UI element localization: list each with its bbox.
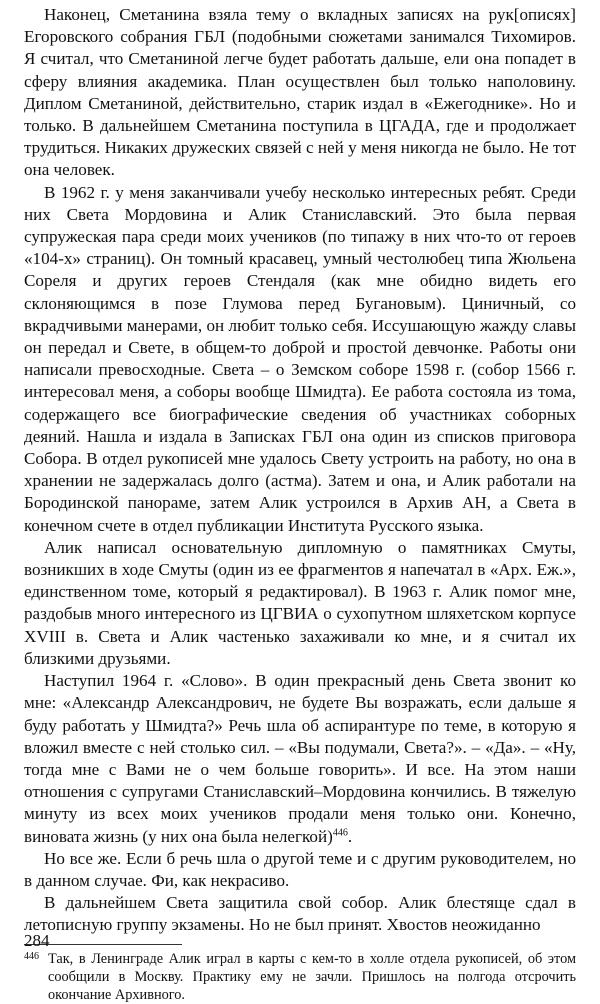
paragraph-3: Алик написал основательную дипломную о памятниках Смуты, возникших в ходе Смуты (один из ее фрагментов я напечатал в «Арх. Еж.», единственном томе, который я редактировал). В 1963 г. Алик помог мне, раздобыв много интересного из ЦГВИА о сухопутном шляхетском корпусе XVIII в. Света и Алик частенько захаживали ко мне, и я считал их близкими друзьями. <box>24 537 576 668</box>
paragraph-4-text: Наступил 1964 г. «Слово». В один прекрасный день Света звонит ко мне: «Александр Александрович, не будете Вы возражать, если дальше я буду работать у Шмидта?» Речь шла об аспирантуре по теме, в которую я вложил вместе с ней столько сил. – «Вы подумали, Света?». – «Да». – «Ну, тогда мне с Вами не о чем больше говорить». И все. На этом наши отношения с супругами Станиславский–Мордовина кончились. В тяжелую минуту из всех моих учеников продали меня только они. Конечно, виновата жизнь (у них она была нелегкой) <box>24 671 576 846</box>
paragraph-5: Но все же. Если б речь шла о другой теме и с другим руководителем, но в данном случае. Фи, как некрасиво. <box>24 848 576 890</box>
footnote <box>24 950 576 1004</box>
paragraph-1: Наконец, Сметанина взяла тему о вкладных записях на рук[описях] Егоровского собрания ГБЛ (подобными сюжетами занимался Тихомиров. Я считал, что Сметаниной легче будет работать дальше, ели она попадет в сферу влияния академика. План осуществлен был только наполовину. Диплом Сметаниной, действительно, старик издал в «Ежегоднике». Но и только. В дальнейшем Сметанина поступила в ЦГАДА, где и продолжает трудиться. Никаких дружеских связей с ней у меня никогда не было. Не тот она человек. <box>24 5 576 180</box>
footnote-text: Так, в Ленинграде Алик играл в карты с кем-то в холле отдела рукописей, об этом сообщили в Москву. Практику ему не зачли. Пришлось на полгода отсрочить окончание Архивного. <box>48 950 576 1003</box>
footnote-number: 446 <box>24 950 39 962</box>
footnote-reference: 446 <box>332 826 348 838</box>
paragraph-6: В дальнейшем Света защитила свой собор. Алик блестяще сдал в летописную группу экзамены. Но не был принят. Хвостов неожиданно <box>24 893 576 935</box>
paragraph-2: В 1962 г. у меня заканчивали учебу несколько интересных ребят. Среди них Света Мордовина и Алик Станиславский. Это была первая супружеская пара среди моих учеников (по типажу в них что-то от героев «104-х» страниц). Он томный красавец, умный честолюбец типа Жюльена Сореля и других героев Стендаля (как мне обидно видеть его склоняющимся в позе Глумова перед Бугановым). Циничный, со вкрадчивыми манерами, он любит только себя. Иссушающую жажду славы он передал и Свете, в общем-то доброй и простой девчонке. Работы они написали превосходные. Света – о Земском соборе 1598 г. (собор 1566 г. интересовал меня, а соборы вообще Шмидта). Ее работа состояла из тома, содержащего все биографические сведения об участниках соборных деяний. Нашла и издала в Записках ГБЛ она один из списков приговора Собора. В отдел рукописей мне удалось Свету устроить на работу, но она в хранении не задержалась долго (астма). Затем и она, и Алик работали на Бородинской панораме, затем Алик устроился в Архив АН, а Света в конечном счете в отдел публикации Института Русского языка. <box>24 182 576 535</box>
paragraph-4-tail: . <box>347 826 353 846</box>
page-number: 284 <box>24 931 50 950</box>
paragraph-4 <box>24 670 576 848</box>
page-body <box>24 4 576 1004</box>
